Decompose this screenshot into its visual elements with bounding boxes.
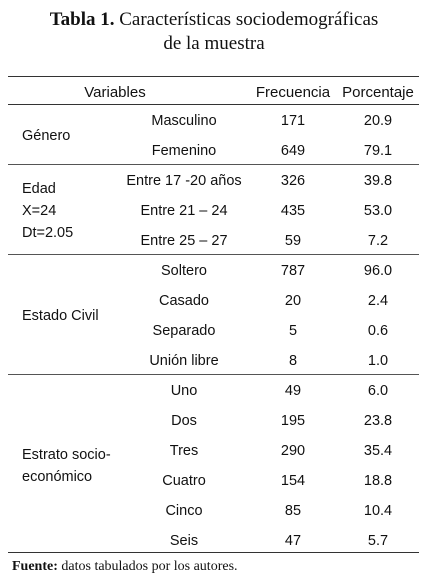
- row-porcentaje: 79.1: [363, 143, 393, 159]
- row-category: Cuatro: [162, 473, 206, 489]
- row-frecuencia: 195: [280, 413, 306, 429]
- table-top-rule: [8, 76, 419, 77]
- row-frecuencia: 649: [280, 143, 306, 159]
- table-title: [0, 8, 428, 56]
- row-porcentaje: 53.0: [363, 203, 393, 219]
- footnote: [12, 558, 238, 576]
- title-line-1: [0, 8, 428, 32]
- header-porcentaje: Porcentaje: [342, 84, 414, 101]
- group-label-line: Dt=2.05: [22, 225, 74, 241]
- row-frecuencia: 787: [280, 263, 306, 279]
- group-label-line: Género: [22, 128, 71, 144]
- row-category: Seis: [169, 533, 199, 549]
- row-porcentaje: 5.7: [367, 533, 389, 549]
- row-porcentaje: 10.4: [363, 503, 393, 519]
- row-category: Entre 17 -20 años: [126, 173, 242, 189]
- row-frecuencia: 5: [288, 323, 298, 339]
- title-label: Tabla 1.: [49, 9, 115, 30]
- row-porcentaje: 20.9: [363, 113, 393, 129]
- row-porcentaje: 18.8: [363, 473, 393, 489]
- row-frecuencia: 85: [284, 503, 302, 519]
- row-porcentaje: 96.0: [363, 263, 393, 279]
- row-category: Entre 21 – 24: [140, 203, 228, 219]
- group-label-line: económico: [22, 469, 93, 485]
- row-frecuencia: 8: [288, 353, 298, 369]
- table-bottom-rule: [8, 552, 419, 553]
- row-category: Casado: [159, 293, 209, 309]
- row-porcentaje: 23.8: [363, 413, 393, 429]
- row-porcentaje: 1.0: [367, 353, 389, 369]
- row-porcentaje: 0.6: [367, 323, 389, 339]
- row-frecuencia: 59: [284, 233, 302, 249]
- row-frecuencia: 171: [280, 113, 306, 129]
- footnote-label: Fuente:: [12, 559, 58, 574]
- title-text-1: Características sociodemográficas: [119, 9, 379, 30]
- group-separator: [8, 374, 419, 375]
- group-separator: [8, 164, 419, 165]
- row-category: Entre 25 – 27: [140, 233, 228, 249]
- row-frecuencia: 326: [280, 173, 306, 189]
- row-frecuencia: 47: [284, 533, 302, 549]
- row-frecuencia: 435: [280, 203, 306, 219]
- row-porcentaje: 6.0: [367, 383, 389, 399]
- row-porcentaje: 2.4: [367, 293, 389, 309]
- row-frecuencia: 49: [284, 383, 302, 399]
- row-frecuencia: 154: [280, 473, 306, 489]
- row-porcentaje: 35.4: [363, 443, 393, 459]
- header-variables: Variables: [84, 84, 146, 101]
- row-category: Masculino: [151, 113, 217, 129]
- row-category: Separado: [152, 323, 216, 339]
- row-category: Unión libre: [149, 353, 219, 369]
- group-label-line: Edad: [22, 181, 56, 197]
- row-category: Soltero: [161, 263, 207, 279]
- row-category: Cinco: [165, 503, 203, 519]
- row-category: Uno: [170, 383, 198, 399]
- row-porcentaje: 39.8: [363, 173, 393, 189]
- row-category: Femenino: [151, 143, 217, 159]
- group-separator: [8, 254, 419, 255]
- row-category: Dos: [171, 413, 197, 429]
- header-rule: [8, 104, 419, 105]
- row-frecuencia: 20: [284, 293, 302, 309]
- footnote-text: datos tabulados por los autores.: [57, 559, 238, 574]
- row-category: Tres: [169, 443, 199, 459]
- group-label-line: Estado Civil: [22, 308, 99, 324]
- title-line-2: de la muestra: [163, 33, 265, 54]
- group-label-line: Estrato socio-: [22, 447, 111, 463]
- row-frecuencia: 290: [280, 443, 306, 459]
- group-label-line: X=24: [22, 203, 57, 219]
- header-frecuencia: Frecuencia: [255, 84, 331, 101]
- row-porcentaje: 7.2: [367, 233, 389, 249]
